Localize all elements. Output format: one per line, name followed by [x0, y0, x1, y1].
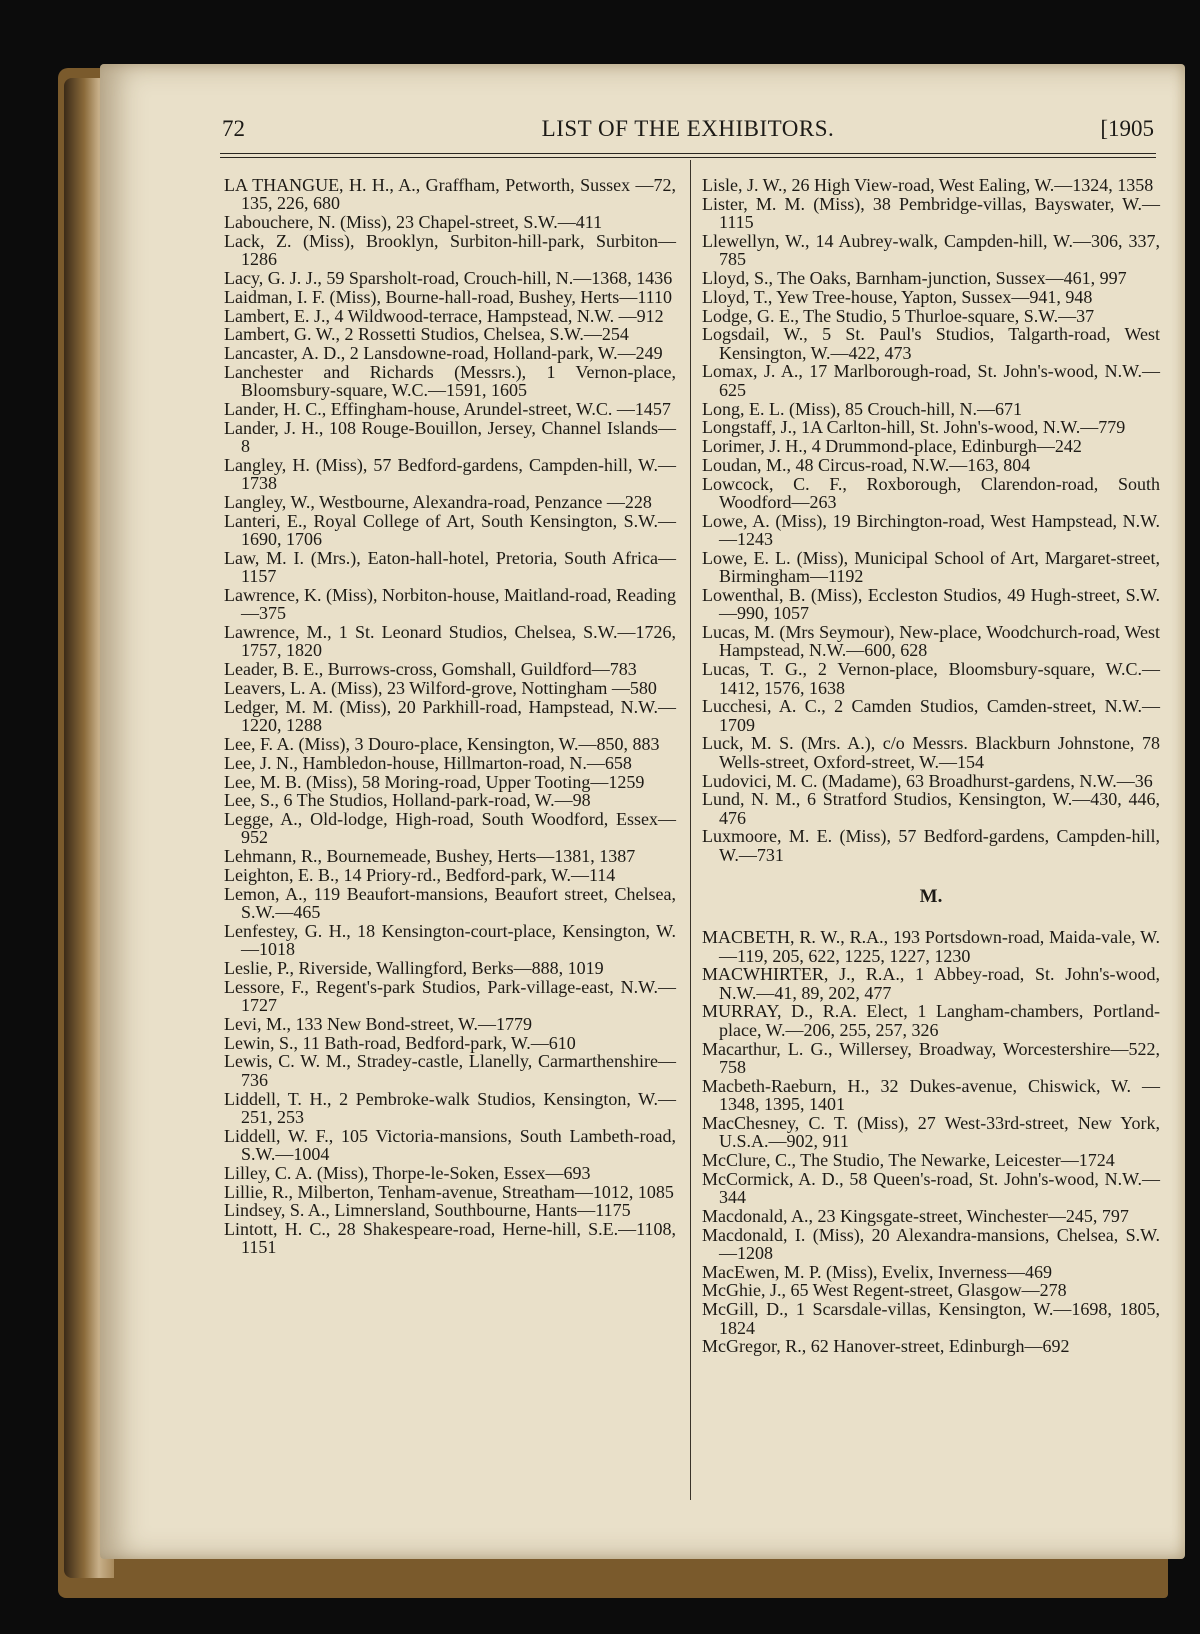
page-number: 72	[222, 116, 245, 141]
exhibitor-entry: Lowenthal, B. (Miss), Eccleston Studios, 49 Hugh-street, S.W.—990, 1057	[702, 585, 1160, 624]
exhibitor-entry: McGregor, R., 62 Hanover-street, Edinburgh—692	[702, 1336, 1070, 1357]
exhibitor-entry: Lemon, A., 119 Beaufort-mansions, Beaufort street, Chelsea, S.W.—465	[224, 883, 676, 923]
exhibitor-entry: Lloyd, S., The Oaks, Barnham-junction, Sussex—461, 997	[702, 267, 1127, 288]
exhibitor-entry: Lowcock, C. F., Roxborough, Clarendon-road, South Woodford—263	[702, 473, 1160, 513]
exhibitor-entry: Llewellyn, W., 14 Aubrey-walk, Campden-hill, W.—306, 337, 785	[702, 230, 1160, 270]
exhibitor-entry: McCormick, A. D., 58 Queen's-road, St. John's-wood, N.W.—344	[702, 1168, 1160, 1207]
exhibitor-entry: Lee, F. A. (Miss), 3 Douro-place, Kensington, W.—850, 883	[224, 733, 660, 754]
left-column	[224, 176, 676, 1257]
exhibitor-entry: Ludovici, M. C. (Madame), 63 Broadhurst-gardens, N.W.—36	[702, 770, 1153, 791]
right-column-m-entries	[702, 928, 1160, 1355]
exhibitor-entry: Logsdail, W., 5 St. Paul's Studios, Talgarth-road, West Kensington, W.—422, 473	[702, 324, 1160, 363]
running-title: LIST OF THE EXHIBITORS.	[541, 116, 835, 141]
exhibitor-entry: Laidman, I. F. (Miss), Bourne-hall-road, Bushey, Herts—1110	[224, 286, 672, 307]
exhibitor-entry: Lodge, G. E., The Studio, 5 Thurloe-square, S.W.—37	[702, 305, 1095, 326]
exhibitor-entry: Macdonald, I. (Miss), 20 Alexandra-mansions, Chelsea, S.W.—1208	[702, 1224, 1160, 1263]
header-rule	[220, 153, 1156, 158]
exhibitor-entry: Macbeth-Raeburn, H., 32 Dukes-avenue, Chiswick, W. —1348, 1395, 1401	[702, 1075, 1160, 1114]
year-mark: [1905	[1100, 116, 1154, 141]
exhibitor-entry: Lee, S., 6 The Studios, Holland-park-road, W.—98	[224, 790, 591, 811]
exhibitor-entry: Leighton, E. B., 14 Priory-rd., Bedford-park, W.—114	[224, 864, 616, 885]
exhibitor-entry: Leader, B. E., Burrows-cross, Gomshall, Guildford—783	[224, 659, 637, 680]
exhibitor-entry: Law, M. I. (Mrs.), Eaton-hall-hotel, Pretoria, South Africa—1157	[224, 547, 676, 587]
exhibitor-entry: Lund, N. M., 6 Stratford Studios, Kensington, W.—430, 446, 476	[702, 789, 1160, 828]
exhibitor-entry: McGill, D., 1 Scarsdale-villas, Kensington, W.—1698, 1805, 1824	[702, 1299, 1160, 1338]
exhibitor-entry: Lloyd, T., Yew Tree-house, Yapton, Sussex—941, 948	[702, 286, 1093, 307]
exhibitor-entry: Lister, M. M. (Miss), 38 Pembridge-villas, Bayswater, W.—1115	[702, 193, 1160, 233]
exhibitor-entry: Lander, H. C., Effingham-house, Arundel-street, W.C. —1457	[224, 399, 671, 420]
exhibitor-entry: Lack, Z. (Miss), Brooklyn, Surbiton-hill-park, Surbiton—1286	[224, 230, 676, 270]
exhibitor-entry: Lowe, E. L. (Miss), Municipal School of Art, Margaret-street, Birmingham—1192	[702, 547, 1160, 587]
section-letter-m: M.	[919, 885, 943, 907]
exhibitor-entry: Macarthur, L. G., Willersey, Broadway, Worcestershire—522, 758	[702, 1038, 1160, 1077]
exhibitor-entry: Lawrence, M., 1 St. Leonard Studios, Chelsea, S.W.—1726, 1757, 1820	[224, 622, 676, 661]
exhibitor-entry: Longstaff, J., 1A Carlton-hill, St. John's-wood, N.W.—779	[702, 417, 1126, 438]
page-header	[222, 116, 1154, 146]
exhibitor-entry: Lillie, R., Milberton, Tenham-avenue, Streatham—1012, 1085	[224, 1181, 674, 1202]
exhibitor-entry: Lewis, C. W. M., Stradey-castle, Llanelly, Carmarthenshire—736	[224, 1051, 676, 1090]
exhibitor-entry: Lenfestey, G. H., 18 Kensington-court-place, Kensington, W.—1018	[224, 920, 676, 960]
exhibitor-entry: Lehmann, R., Bournemeade, Bushey, Herts—1381, 1387	[224, 846, 636, 867]
right-column-l-entries	[702, 176, 1160, 864]
right-column	[702, 176, 1160, 1356]
exhibitor-entry: Loudan, M., 48 Circus-road, N.W.—163, 804	[702, 454, 1031, 475]
exhibitor-entry: Lacy, G. J. J., 59 Sparsholt-road, Crouch-hill, N.—1368, 1436	[224, 267, 673, 288]
exhibitor-entry: Leavers, L. A. (Miss), 23 Wilford-grove, Nottingham —580	[224, 678, 657, 699]
exhibitor-entry: Labouchere, N. (Miss), 23 Chapel-street, S.W.—411	[224, 212, 603, 233]
exhibitor-entry: Leslie, P., Riverside, Wallingford, Berks—888, 1019	[224, 957, 604, 978]
exhibitor-entry: Langley, H. (Miss), 57 Bedford-gardens, Campden-hill, W.—1738	[224, 454, 676, 494]
exhibitor-entry: Macdonald, A., 23 Kingsgate-street, Winchester—245, 797	[702, 1205, 1129, 1226]
exhibitor-entry: LA THANGUE, H. H., A., Graffham, Petworth, Sussex —72, 135, 226, 680	[224, 175, 676, 214]
exhibitor-entry: MacChesney, C. T. (Miss), 27 West-33rd-street, New York, U.S.A.—902, 911	[702, 1112, 1160, 1152]
exhibitor-entry: Levi, M., 133 New Bond-street, W.—1779	[224, 1013, 532, 1034]
exhibitor-entry: MURRAY, D., R.A. Elect, 1 Langham-chambers, Portland-place, W.—206, 255, 257, 326	[702, 1001, 1160, 1040]
exhibitor-entry: McClure, C., The Studio, The Newarke, Leicester—1724	[702, 1149, 1115, 1170]
exhibitor-entry: Lewin, S., 11 Bath-road, Bedford-park, W.—610	[224, 1032, 576, 1053]
exhibitor-entry: Lomax, J. A., 17 Marlborough-road, St. John's-wood, N.W.—625	[702, 361, 1160, 400]
exhibitor-entry: Lintott, H. C., 28 Shakespeare-road, Herne-hill, S.E.—1108, 1151	[224, 1219, 676, 1258]
exhibitor-entry: McGhie, J., 65 West Regent-street, Glasgow—278	[702, 1280, 1067, 1301]
exhibitor-entry: MacEwen, M. P. (Miss), Evelix, Inverness—469	[702, 1261, 1052, 1282]
exhibitor-entry: Lisle, J. W., 26 High View-road, West Ealing, W.—1324, 1358	[702, 175, 1154, 195]
exhibitor-entry: Lanteri, E., Royal College of Art, South Kensington, S.W.—1690, 1706	[224, 510, 676, 550]
exhibitor-entry: Luck, M. S. (Mrs. A.), c/o Messrs. Blackburn Johnstone, 78 Wells-street, Oxford-street, W.—154	[702, 733, 1160, 772]
exhibitor-entry: Long, E. L. (Miss), 85 Crouch-hill, N.—671	[702, 398, 1022, 419]
column-divider	[690, 160, 691, 1500]
exhibitor-entry: MACBETH, R. W., R.A., 193 Portsdown-road, Maida-vale, W.—119, 205, 622, 1225, 1227, 1230	[702, 927, 1160, 966]
exhibitor-entry: Lucas, T. G., 2 Vernon-place, Bloomsbury-square, W.C.—1412, 1576, 1638	[702, 659, 1160, 698]
exhibitor-entry: Lilley, C. A. (Miss), Thorpe-le-Soken, Essex—693	[224, 1162, 591, 1183]
exhibitor-entry: Lucchesi, A. C., 2 Camden Studios, Camden-street, N.W.—1709	[702, 696, 1160, 735]
exhibitor-entry: Ledger, M. M. (Miss), 20 Parkhill-road, Hampstead, N.W.—1220, 1288	[224, 696, 676, 736]
exhibitor-entry: Lanchester and Richards (Messrs.), 1 Vernon-place, Bloomsbury-square, W.C.—1591, 1605	[224, 361, 676, 401]
exhibitor-entry: Lee, M. B. (Miss), 58 Moring-road, Upper Tooting—1259	[224, 771, 645, 792]
exhibitor-entry: Lessore, F., Regent's-park Studios, Park-village-east, N.W.—1727	[224, 976, 676, 1016]
exhibitor-entry: Lowe, A. (Miss), 19 Birchington-road, West Hampstead, N.W.—1243	[702, 510, 1160, 550]
exhibitor-entry: Lorimer, J. H., 4 Drummond-place, Edinburgh—242	[702, 436, 1082, 457]
exhibitor-entry: Langley, W., Westbourne, Alexandra-road, Penzance —228	[224, 492, 652, 513]
exhibitor-entry: Lawrence, K. (Miss), Norbiton-house, Maitland-road, Reading—375	[224, 585, 676, 624]
exhibitor-entry: MACWHIRTER, J., R.A., 1 Abbey-road, St. John's-wood, N.W.—41, 89, 202, 477	[702, 964, 1160, 1003]
exhibitor-entry: Lucas, M. (Mrs Seymour), New-place, Woodchurch-road, West Hampstead, N.W.—600, 628	[702, 622, 1160, 661]
exhibitor-entry: Lancaster, A. D., 2 Lansdowne-road, Holland-park, W.—249	[224, 343, 663, 364]
exhibitor-entry: Liddell, T. H., 2 Pembroke-walk Studios, Kensington, W.—251, 253	[224, 1088, 676, 1127]
exhibitor-entry: Liddell, W. F., 105 Victoria-mansions, South Lambeth-road, S.W.—1004	[224, 1125, 676, 1164]
exhibitor-entry: Luxmoore, M. E. (Miss), 57 Bedford-gardens, Campden-hill, W.—731	[702, 826, 1160, 865]
exhibitor-entry: Lee, J. N., Hambledon-house, Hillmarton-road, N.—658	[224, 752, 632, 773]
exhibitor-entry: Lindsey, S. A., Limnersland, Southbourne, Hants—1175	[224, 1200, 631, 1221]
exhibitor-entry: Lander, J. H., 108 Rouge-Bouillon, Jersey, Channel Islands—8	[224, 417, 676, 457]
exhibitor-entry: Lambert, E. J., 4 Wildwood-terrace, Hampstead, N.W. —912	[224, 305, 664, 326]
exhibitor-entry: Legge, A., Old-lodge, High-road, South Woodford, Essex—952	[224, 809, 676, 848]
exhibitor-entry: Lambert, G. W., 2 Rossetti Studios, Chelsea, S.W.—254	[224, 324, 629, 345]
